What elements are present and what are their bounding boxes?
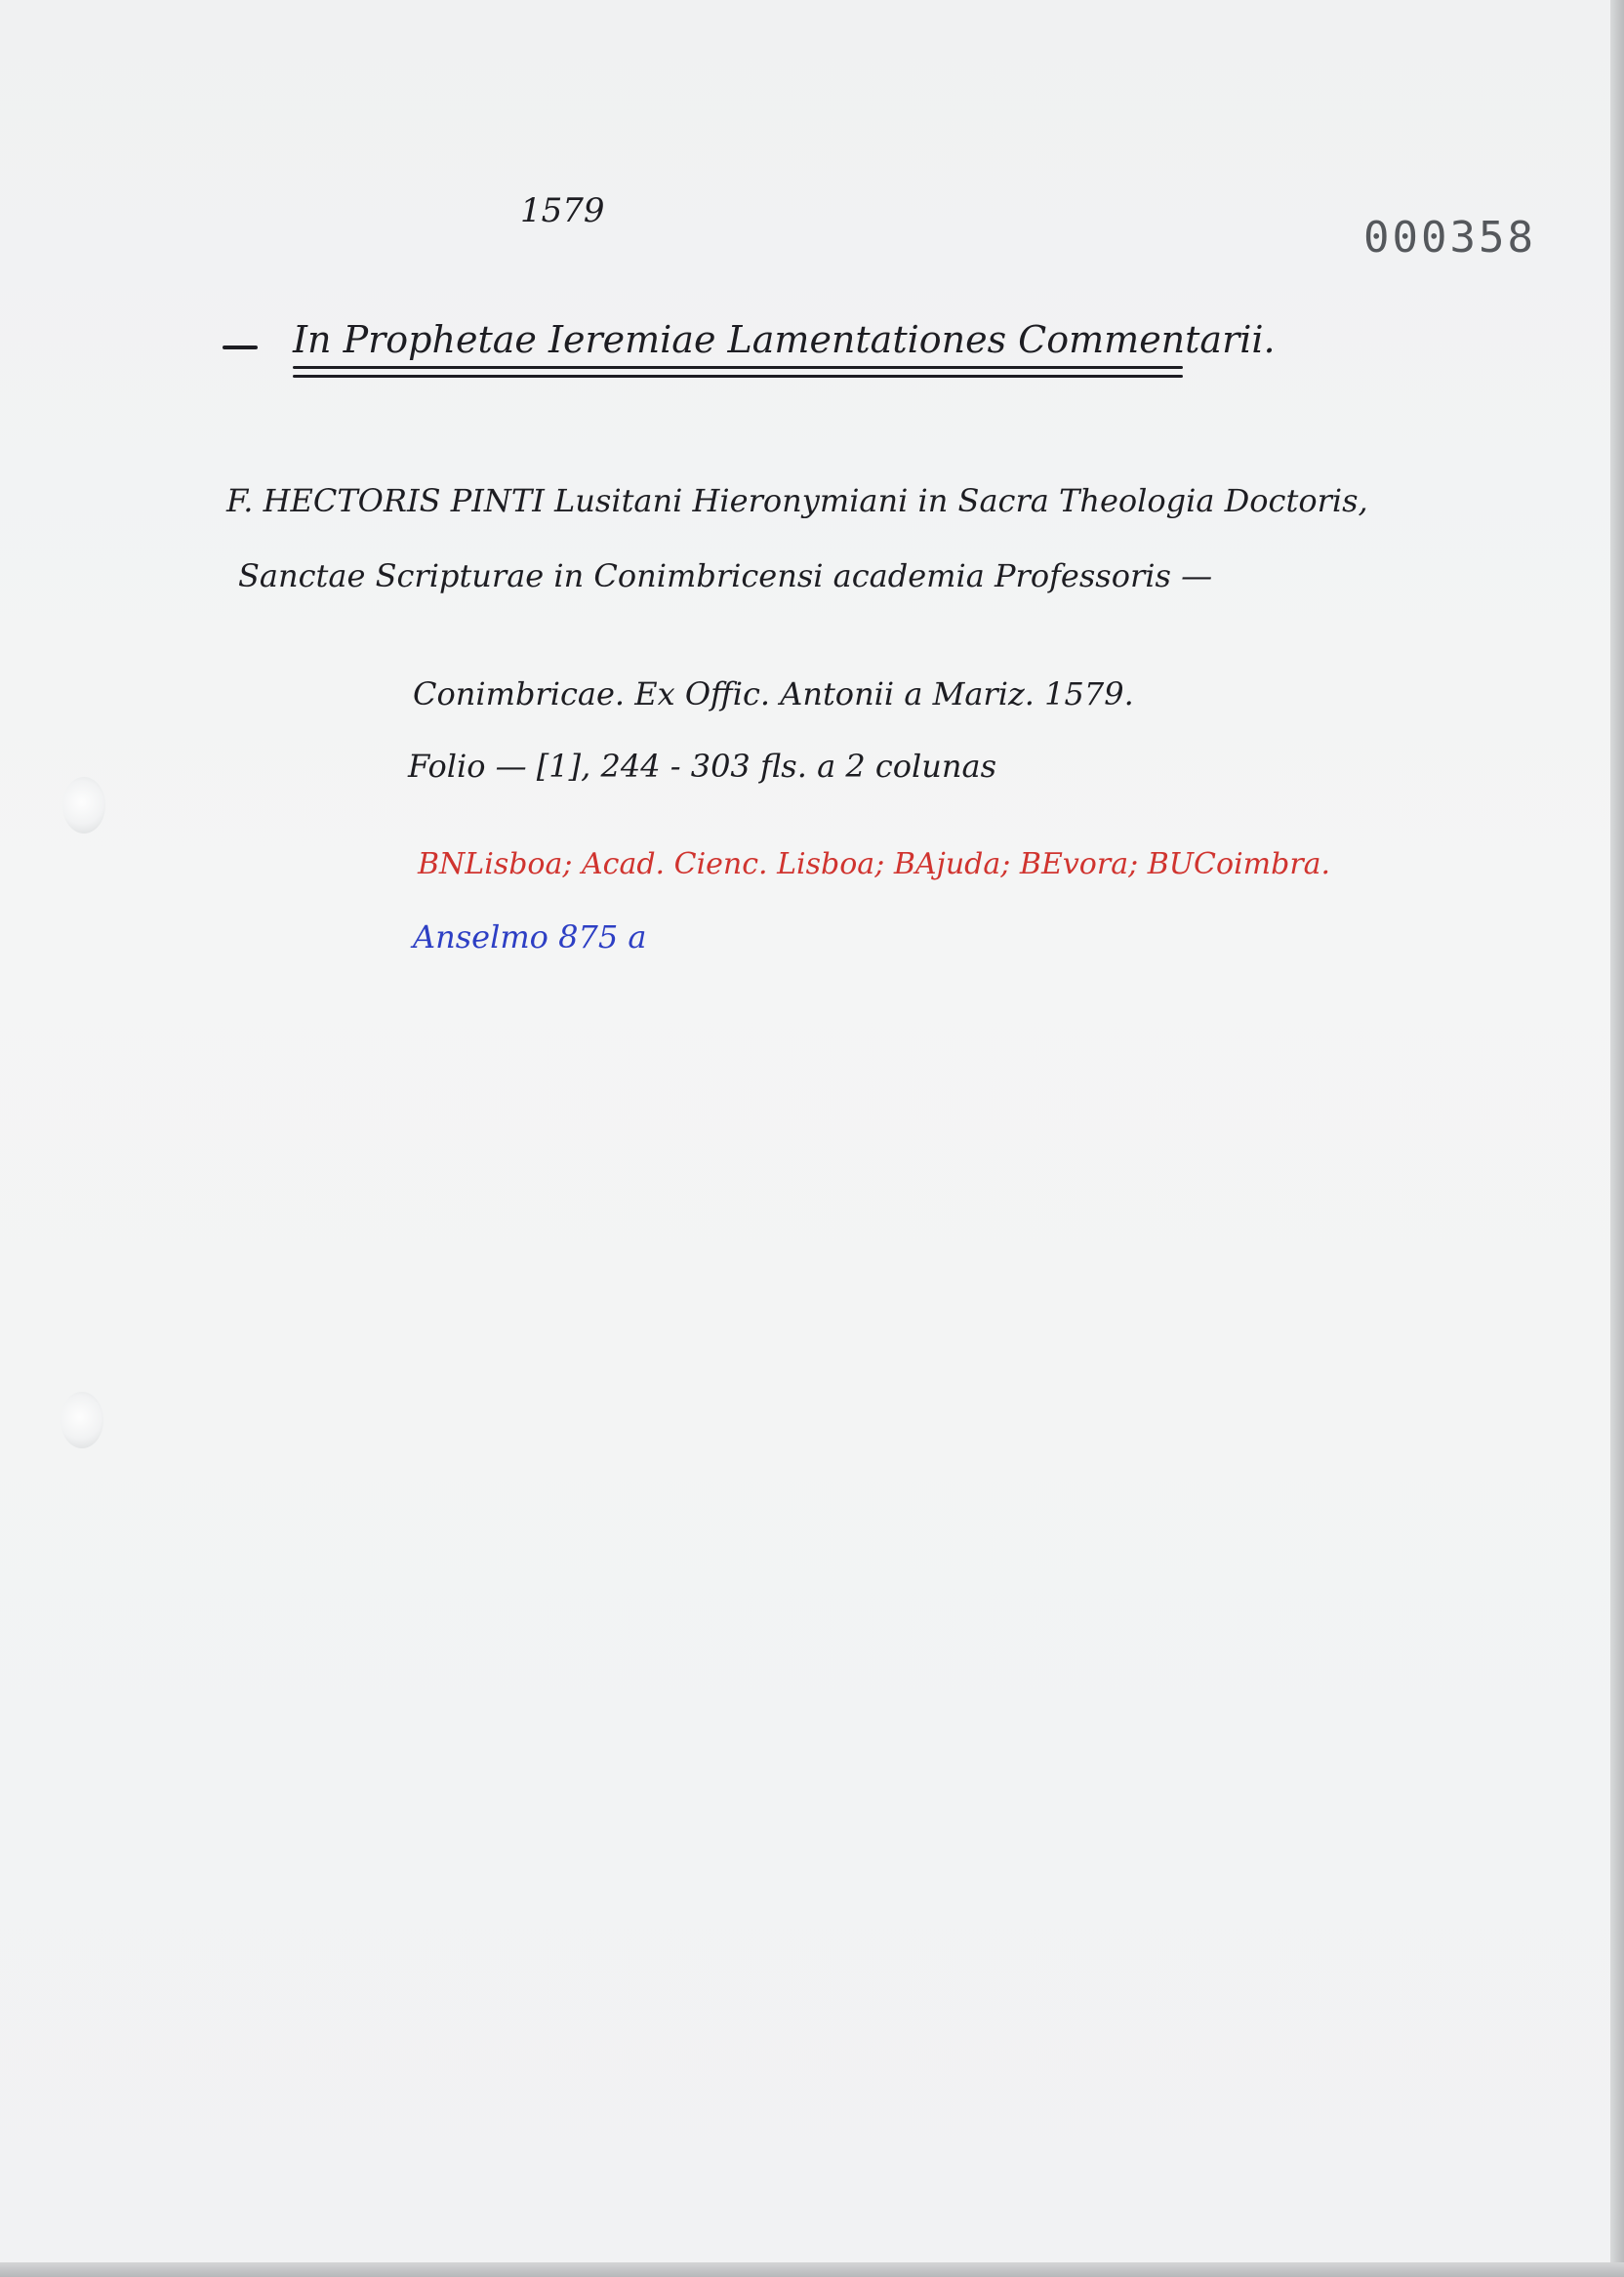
title-underline-top <box>293 366 1183 369</box>
author-line-1: F. HECTORIS PINTI Lusitani Hieronymiani in Sacra Theologia Doctoris, <box>226 482 1368 519</box>
year-heading: 1579 <box>520 191 605 230</box>
punch-hole-bottom <box>61 1392 103 1448</box>
catalog-number-stamp: 000358 <box>1363 213 1536 263</box>
author-line-2: Sanctae Scripturae in Conimbricensi academia Professoris — <box>238 557 1213 594</box>
punch-hole-top <box>62 777 105 834</box>
sheet-bottom-edge <box>0 2262 1624 2277</box>
book-title: In Prophetae Ieremiae Lamentationes Commentarii. <box>293 318 1276 361</box>
title-leading-dash <box>223 346 258 349</box>
bibliographic-reference: Anselmo 875 a <box>413 918 647 956</box>
imprint-line: Conimbricae. Ex Offic. Antonii a Mariz. 1579. <box>413 675 1134 712</box>
holdings-line: BNLisboa; Acad. Cienc. Lisboa; BAjuda; BEvora; BUCoimbra. <box>418 847 1331 881</box>
sheet-right-edge <box>1610 0 1624 2277</box>
collation-line: Folio — [1], 244 - 303 fls. a 2 colunas <box>408 748 996 785</box>
title-underline-bottom <box>293 375 1183 378</box>
